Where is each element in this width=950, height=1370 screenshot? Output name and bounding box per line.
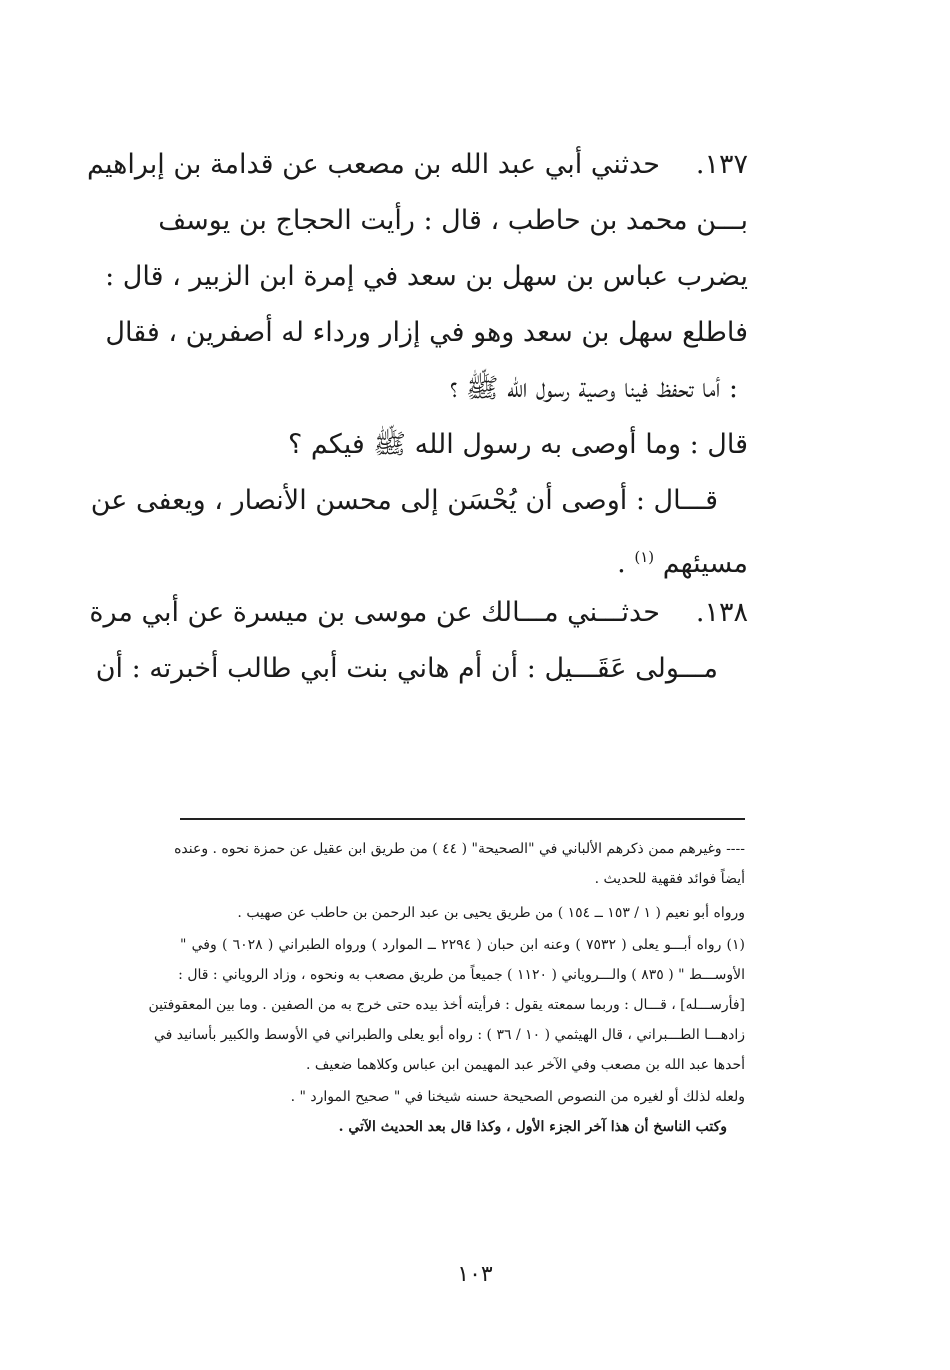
footnote-line: ---- وغيرهم ممن ذكرهم الألباني في "الصحيحة" ( ٤٤ ) من طريق ابن عقيل عن حمزة نحوه . وعنده (174, 841, 745, 857)
footnote-line: ورواه أبو نعيم ( ١ / ١٥٣ ــ ١٥٤ ) من طريق يحيى بن عبد الرحمن بن حاطب عن صهيب . (237, 905, 745, 921)
footnote-ref[interactable]: (١) (634, 548, 655, 566)
footnote-line: ولعله لذلك أو لغيره من النصوص الصحيحة حسنه شيخنا في " صحيح الموارد " . (290, 1089, 745, 1105)
hadith-138-line-2: مـــولى عَقَـــيل : أن أم هاني بنت أبي طالب أخبرته : أن (95, 653, 718, 684)
footnote-line: [فأرســـله] ، قـــال : وربما سمعته يقول : فرأيته أخذ بيده حتى خرج به من الصفين . وما بين المعقوفتين (148, 997, 745, 1013)
text-line: مسيئهم (662, 548, 748, 579)
footnote-line: (١) رواه أبـــو يعلى ( ٧٥٣٢ ) وعنه ابن حبان ( ٢٢٩٤ ــ الموارد ) ورواه الطبراني ( ٦٠٢٨ ) وفي " (180, 937, 746, 953)
hadith-137-line-4: فاطلع سهل بن سعد وهو في إزار ورداء له أصفرين ، فقال (105, 317, 748, 348)
hadith-138-line-1 (89, 588, 748, 638)
hadith-137-line-5: : أما تحفظ فينا وصية رسول الله ﷺ ؟ (449, 373, 738, 404)
text-line: حدثـــني مـــالك عن موسى بن ميسرة عن أبي مرة (89, 597, 660, 628)
hadith-137-line-6: قال : وما أوصى به رسول الله ﷺ فيكم ؟ (287, 429, 748, 460)
end-mark: . (617, 548, 626, 579)
hadith-137-line-3: يضرب عباس بن سهل بن سعد في إمرة ابن الزبير ، قال : (105, 261, 748, 292)
hadith-137-line-2: بـــن محمد بن حاطب ، قال : رأيت الحجاج بن يوسف (158, 205, 748, 236)
footnote-line: زادهـــا الطـــبراني ، قال الهيثمي ( ١٠ / ٣٦ ) : رواه أبو يعلى والطبراني في الأوسط والكبير بأسانيد في (153, 1027, 745, 1043)
footnote-line: أيضاً فوائد فقهية للحديث . (594, 871, 745, 887)
hadith-137-line-1 (87, 140, 748, 190)
text-line: حدثني أبي عبد الله بن مصعب عن قدامة بن إبراهيم (87, 149, 660, 180)
hadith-137-line-7: قـــال : أوصى أن يُحْسَن إلى محسن الأنصار ، ويعفى عن (90, 485, 718, 516)
hadith-number-138: ١٣٨. (695, 597, 748, 628)
footnote-line: الأوســـط " ( ٨٣٥ ) والـــروياني ( ١١٢٠ ) جميعاً من طريق مصعب به ونحوه ، وزاد الروياني : قال : (178, 967, 745, 983)
page-number: ١٠٣ (457, 1262, 493, 1287)
hadith-137-line-8 (178, 532, 748, 582)
copyist-note: وكتب الناسخ أن هذا آخر الجزء الأول ، وكذا قال بعد الحديث الآتي . (338, 1119, 727, 1135)
footnote-separator (180, 818, 745, 820)
hadith-number-137: ١٣٧. (695, 149, 748, 180)
footnote-line: أحدها عبد الله بن مصعب وفي الآخر عبد المهيمن ابن عباس وكلاهما ضعيف . (306, 1057, 745, 1073)
